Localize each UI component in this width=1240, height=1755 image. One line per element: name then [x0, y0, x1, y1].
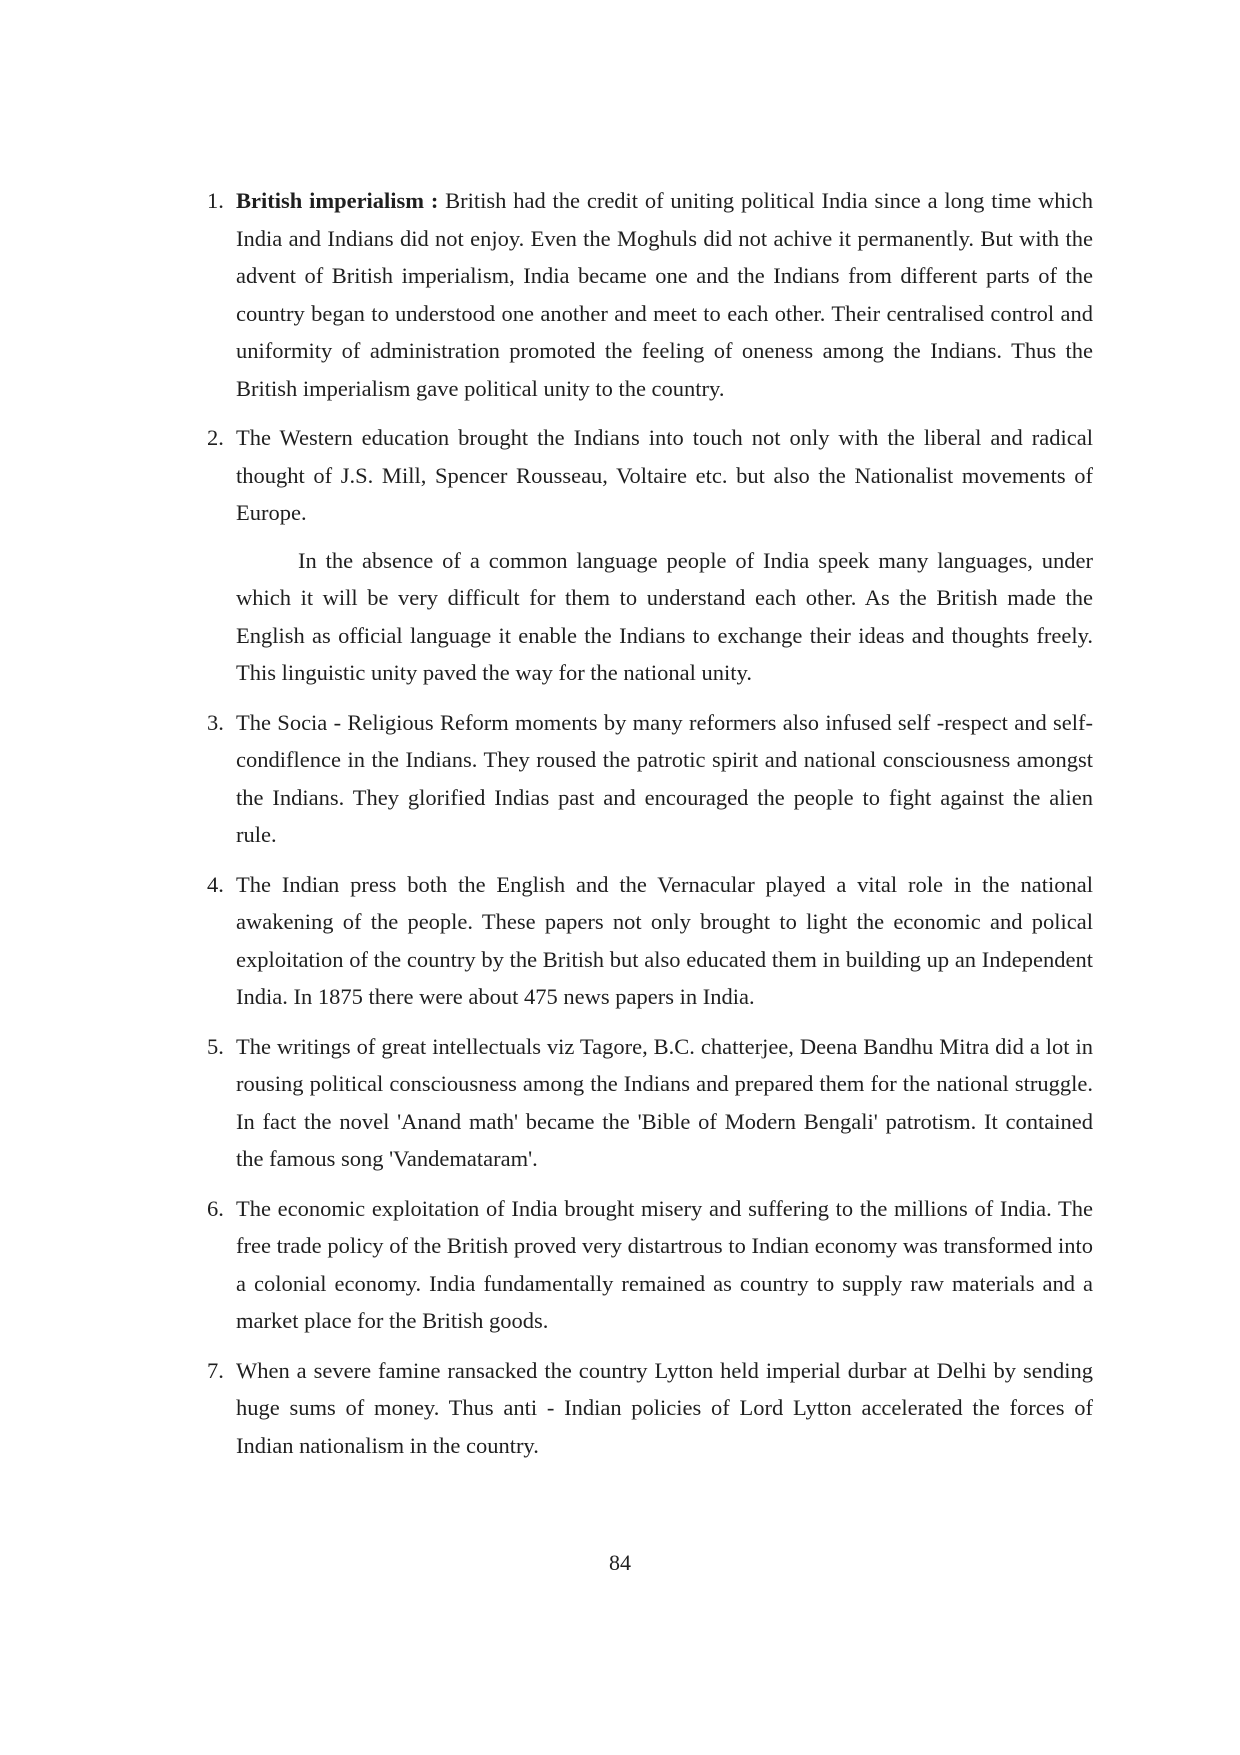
- list-item-number: 1.: [207, 188, 224, 213]
- list-item-number: 5.: [207, 1033, 224, 1059]
- list-item-body: [236, 866, 1093, 1016]
- page-number: 84: [609, 1550, 631, 1575]
- list-item-body: [236, 1028, 1093, 1178]
- list-item-text: The Socia - Religious Reform moments by many reformers also infused self -respect and self-condiflence in the Indians. They roused the patrotic spirit and national consciousness amongst the Indians. They glorified Indias past and encouraged the people to fight against the alien rule.: [236, 709, 1093, 847]
- list-item-body: [236, 704, 1093, 854]
- list-item-body: [236, 1190, 1093, 1340]
- list-item-6: [207, 1190, 1093, 1340]
- list-item-text: The Western education brought the Indians into touch not only with the liberal and radical thought of J.S. Mill, Spencer Rousseau, Voltaire etc. but also the Nationalist movements of Europe.: [236, 425, 1093, 525]
- list-item-2: [207, 419, 1093, 692]
- page-content: [207, 182, 1093, 1476]
- list-item-body: [236, 1352, 1093, 1465]
- list-item-lead: British imperialism :: [236, 188, 439, 213]
- list-item-3: [207, 704, 1093, 854]
- list-item-4: [207, 866, 1093, 1016]
- list-item-body: [236, 419, 1093, 692]
- list-item-number: 2.: [207, 425, 224, 450]
- list-item-1: [207, 182, 1093, 407]
- list-item-number: 4.: [207, 871, 224, 897]
- list-item-7: [207, 1352, 1093, 1465]
- list-item-text: The Indian press both the English and the Vernacular played a vital role in the national awakening of the people. These papers not only brought to light the economic and polical exploitation of the country by the British but also educated them in building up an Independent India. In 1875 there were about 475 news papers in India.: [236, 871, 1093, 1009]
- list-item-number: 3.: [207, 709, 224, 735]
- list-item-text: The economic exploitation of India brought misery and suffering to the millions of India. The free trade policy of the British proved very distartrous to Indian economy was transformed into a colonial economy. India fundamentally remained as country to supply raw materials and a market place for the British goods.: [236, 1195, 1093, 1333]
- list-item-5: [207, 1028, 1093, 1178]
- list-item-continuation: In the absence of a common language people of India speek many languages, under which it will be very difficult for them to understand each other. As the British made the English as official language it enable the Indians to exchange their ideas and thoughts freely. This linguistic unity paved the way for the national unity.: [236, 547, 1093, 685]
- list-item-text: When a severe famine ransacked the country Lytton held imperial durbar at Delhi by sending huge sums of money. Thus anti - Indian policies of Lord Lytton accelerated the forces of Indian nationalism in the country.: [236, 1357, 1093, 1458]
- list-item-number: 7.: [207, 1357, 224, 1383]
- list-item-text: The writings of great intellectuals viz Tagore, B.C. chatterjee, Deena Bandhu Mitra did a lot in rousing political consciousness among the Indians and prepared them for the national struggle. In fact the novel 'Anand math' became the 'Bible of Modern Bengali' patrotism. It contained the famous song 'Vandemataram'.: [236, 1033, 1093, 1171]
- list-item-number: 6.: [207, 1195, 224, 1221]
- list-item-body: [236, 182, 1093, 407]
- list-item-text: British had the credit of uniting political India since a long time which India and Indians did not enjoy. Even the Moghuls did not achive it permanently. But with the advent of British imperialism, India became one and the Indians from different parts of the country began to understood one another and meet to each other. Their centralised control and uniformity of administration promoted the feeling of oneness among the Indians. Thus the British imperialism gave political unity to the country.: [236, 188, 1093, 401]
- list-item-paragraph: [236, 182, 1093, 407]
